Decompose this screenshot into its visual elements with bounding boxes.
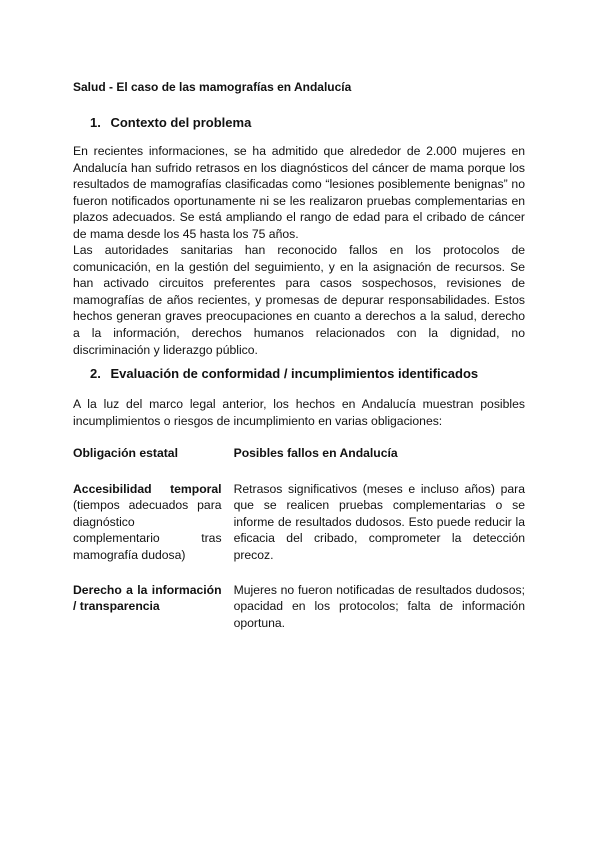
table-header-obligation: Obligación estatal [73, 446, 178, 460]
section-1-heading [90, 115, 251, 130]
section-1-paragraph-2: Las autoridades sanitarias han reconocido fallos en los protocolos de comunicación, en la gestión del seguimiento, y en la asignación de recursos. Se han activado circuitos preferentes para casos sospechosos, revisiones de mamografías de años recientes, y promesas de depurar responsabilidades. Estos hechos generan graves preocupaciones en cuanto a derechos a la salud, derecho a la información, derechos humanos relacionados con la dignidad, no discriminación y liderazgo público. [73, 243, 525, 357]
section-2-title: Evaluación de conformidad / incumplimientos identificados [110, 366, 479, 381]
section-2-intro: A la luz del marco legal anterior, los hechos en Andalucía muestran posibles incumplimientos o riesgos de incumplimiento en varias obligaciones: [73, 397, 525, 428]
section-1-number: 1. [90, 115, 101, 130]
obligation-cell [73, 573, 228, 641]
section-2-heading [90, 366, 478, 381]
table-row [73, 573, 525, 641]
table-header-row [73, 443, 525, 472]
section-2-number: 2. [90, 366, 101, 381]
table-header-failures: Posibles fallos en Andalucía [233, 446, 398, 460]
section-1-title: Contexto del problema [110, 115, 252, 130]
obligation-title: Derecho a la información / transparencia [73, 582, 222, 614]
section-1-paragraph-1: En recientes informaciones, se ha admitido que alrededor de 2.000 mujeres en Andalucía han sufrido retrasos en los diagnósticos del cáncer de mama porque los resultados de mamografías clasificadas como “lesiones posiblemente benignas” no fueron notificados oportunamente ni se les realizaron pruebas complementarias en plazos adecuados. Se está ampliando el rango de edad para el cribado de cáncer de mama desde los 45 hasta los 75 años. [73, 144, 525, 241]
obligation-title: Accesibilidad temporal [73, 481, 222, 496]
failures-cell: Retrasos significativos (meses e incluso años) para que se realicen pruebas complementarias o se informe de resultados dudosos. Esto puede reducir la eficacia del cribado, comprometer la detección precoz. [233, 481, 525, 562]
obligation-cell [73, 472, 228, 573]
table-row [73, 472, 525, 573]
obligation-detail: (tiempos adecuados para diagnóstico complementario tras mamografía dudosa) [73, 498, 222, 562]
document-title: Salud - El caso de las mamografías en Andalucía [73, 80, 352, 94]
failures-cell: Mujeres no fueron notificadas de resultados dudosos; opacidad en los protocolos; falta de información oportuna. [233, 582, 525, 630]
obligations-table [73, 443, 525, 640]
